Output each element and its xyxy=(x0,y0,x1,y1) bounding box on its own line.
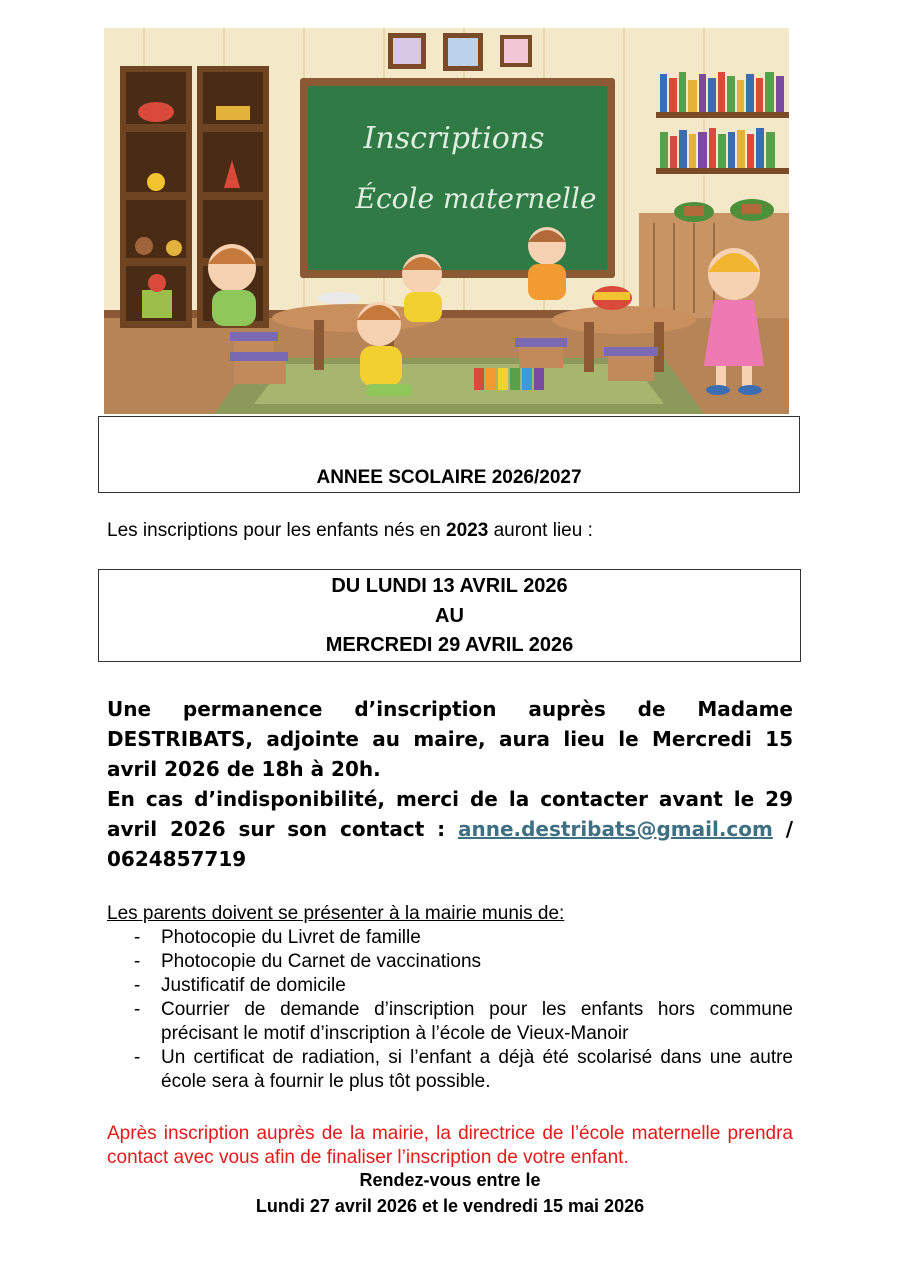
director-contact-note: Après inscription auprès de la mairie, la directrice de l’école maternelle prendra contact avec vous afin de finaliser l’inscription de votre enfant. xyxy=(107,1123,793,1168)
list-dash: - xyxy=(134,999,141,1020)
list-item xyxy=(107,1046,793,1094)
required-documents xyxy=(107,902,793,1094)
intro-text xyxy=(107,520,593,542)
contact-phone: 0624857719 xyxy=(107,847,247,871)
list-item xyxy=(107,950,793,974)
permanence-paragraph xyxy=(107,694,793,874)
list-item-text: Justificatif de domicile xyxy=(161,975,346,996)
list-item xyxy=(107,926,793,950)
contact-label: avril 2026 sur son contact : xyxy=(107,817,446,841)
classroom-illustration xyxy=(104,28,789,414)
appointment-line-2: Lundi 27 avril 2026 et le vendredi 15 mai 2026 xyxy=(255,1196,645,1216)
permanence-line-3: avril 2026 de 18h à 20h. xyxy=(107,757,381,781)
chalkboard xyxy=(300,78,615,278)
list-item xyxy=(107,998,793,1046)
list-item-text: Photocopie du Carnet de vaccinations xyxy=(161,951,482,972)
permanence-line-5 xyxy=(107,814,793,844)
registration-dates-box xyxy=(98,569,801,662)
list-dash: - xyxy=(134,927,141,948)
list-item-text: Courrier de demande d’inscription pour les enfants hors commune précisant le motif d’inscription à l’école de Vieux-Manoir xyxy=(161,999,793,1044)
intro-before: Les inscriptions pour les enfants nés en xyxy=(107,520,447,541)
dates-line-1: DU LUNDI 13 AVRIL 2026 xyxy=(331,575,568,597)
permanence-line-4: En cas d’indisponibilité, merci de la contacter avant le 29 xyxy=(107,787,793,811)
documents-heading: Les parents doivent se présenter à la mairie munis de: xyxy=(107,903,565,924)
appointment-line-1: Rendez-vous entre le xyxy=(359,1170,541,1190)
school-year-title: ANNEE SCOLAIRE 2026/2027 xyxy=(316,467,582,488)
list-dash: - xyxy=(134,1047,141,1068)
list-item-text: Un certificat de radiation, si l’enfant a déjà été scolarisé dans une autre école sera à fournir le plus tôt possible. xyxy=(161,1047,793,1092)
list-dash: - xyxy=(134,975,141,996)
documents-list xyxy=(107,926,793,1094)
separator-slash: / xyxy=(785,817,794,841)
list-item-text: Photocopie du Livret de famille xyxy=(161,927,421,948)
intro-after: auront lieu : xyxy=(488,520,593,541)
picture-frames xyxy=(388,33,532,71)
permanence-line-2: DESTRIBATS, adjointe au maire, aura lieu le Mercredi 15 xyxy=(107,727,793,751)
chalkboard-line-2: École maternelle xyxy=(355,182,597,215)
birth-year: 2023 xyxy=(446,520,489,541)
dates-line-3: MERCREDI 29 AVRIL 2026 xyxy=(325,634,574,656)
dates-line-2: AU xyxy=(435,604,464,627)
list-item xyxy=(107,974,793,998)
chalkboard-line-1: Inscriptions xyxy=(363,121,545,156)
contact-email-link[interactable]: anne.destribats@gmail.com xyxy=(457,817,773,841)
permanence-line-1: Une permanence d’inscription auprès de Madame xyxy=(107,697,793,721)
school-year-box xyxy=(98,416,800,493)
list-dash: - xyxy=(134,951,141,972)
